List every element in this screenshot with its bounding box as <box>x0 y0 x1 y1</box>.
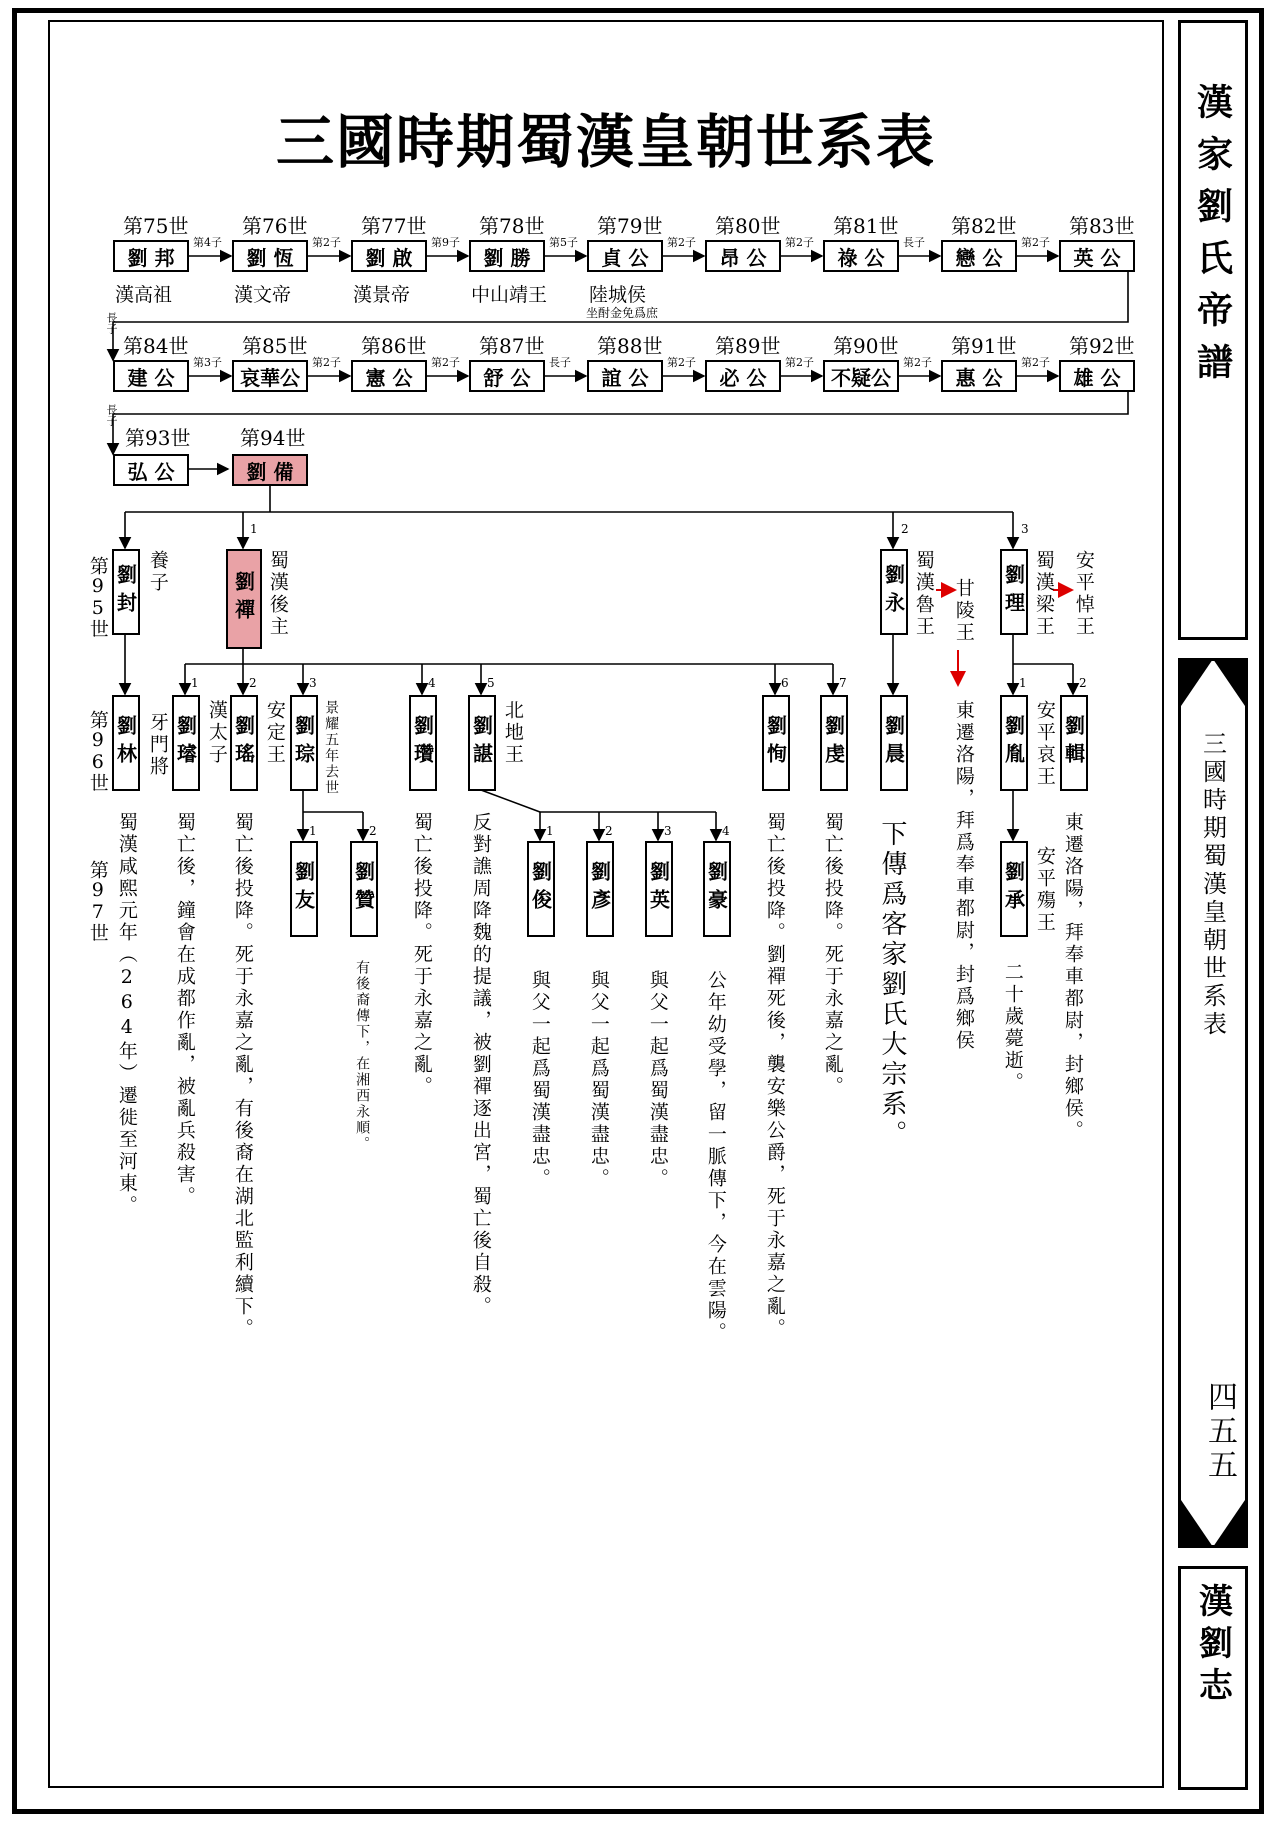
relation-label: 第2子 <box>1021 356 1050 369</box>
page-title: 三國時期蜀漢皇朝世系表 <box>275 108 936 176</box>
person-later-title: 安平悼王 <box>1072 550 1095 638</box>
person-box[interactable]: 劉恂 <box>762 695 790 791</box>
generation-label: 第82世 <box>951 214 1017 238</box>
generation-label: 第81世 <box>833 214 899 238</box>
person-note: 蜀亡後投降。死于永嘉之亂。 <box>821 812 844 1098</box>
relation-label: 第2子 <box>667 236 696 249</box>
person-box[interactable]: 劉瓚 <box>409 695 437 791</box>
generation-label: 第80世 <box>715 214 781 238</box>
person-box[interactable]: 劉諶 <box>468 695 496 791</box>
child-number: 6 <box>781 676 789 690</box>
child-number: 4 <box>722 824 730 838</box>
sidebar-chapter: 三國時期蜀漢皇朝世系表 四五五 <box>1178 658 1248 1548</box>
child-number: 3 <box>664 824 672 838</box>
child-number: 1 <box>1019 676 1027 690</box>
person-fate: 東遷洛陽，拜爲奉車都尉，封爲鄉侯 <box>952 700 975 1052</box>
person-title: 安定王 <box>263 700 286 766</box>
generation-label: 第90世 <box>833 334 899 358</box>
relation-label: 長子 <box>549 356 571 369</box>
child-number: 7 <box>839 676 847 690</box>
relation-label: 長子 <box>903 236 925 249</box>
person-box[interactable]: 戀 公 <box>941 240 1017 272</box>
child-number: 1 <box>546 824 554 838</box>
person-box[interactable]: 劉彥 <box>586 841 614 937</box>
person-note: 養子 <box>146 550 169 594</box>
generation-label: 第94世 <box>240 426 306 450</box>
child-number: 1 <box>250 522 258 536</box>
generation-label: 第86世 <box>361 334 427 358</box>
person-box[interactable]: 劉 勝 <box>469 240 545 272</box>
child-number: 3 <box>309 676 317 690</box>
person-box-liu-shan[interactable]: 劉禪 <box>226 549 262 649</box>
person-box[interactable]: 劉林 <box>112 695 140 791</box>
relation-label: 第2子 <box>312 356 341 369</box>
person-note: 蜀漢咸熙元年（264年）遷徙至河東。 <box>115 812 138 1217</box>
person-box[interactable]: 劉俊 <box>527 841 555 937</box>
generation-label: 第93世 <box>125 426 191 450</box>
generation-label: 第79世 <box>597 214 663 238</box>
child-number: 2 <box>605 824 613 838</box>
relation-label: 長子 <box>105 312 118 334</box>
person-note: 二十歲薨逝。 <box>1001 962 1024 1094</box>
child-number: 1 <box>191 676 199 690</box>
person-box[interactable]: 劉晨 <box>880 695 908 791</box>
generation-label: 第77世 <box>361 214 427 238</box>
person-title: 漢高祖 <box>115 284 173 306</box>
generation-label: 第83世 <box>1069 214 1135 238</box>
person-title: 陸城侯 <box>589 284 647 306</box>
person-box[interactable]: 劉承 <box>1000 841 1028 937</box>
person-later-title: 甘陵王 <box>952 578 975 644</box>
person-title: 景耀五年去世 <box>323 700 340 796</box>
generation-label: 第91世 <box>951 334 1017 358</box>
person-box[interactable]: 英 公 <box>1059 240 1135 272</box>
person-box[interactable]: 劉輯 <box>1060 695 1088 791</box>
person-box-liu-bei[interactable]: 劉 備 <box>232 454 308 486</box>
person-title: 漢太子 <box>205 700 228 766</box>
generation-label: 第87世 <box>479 334 545 358</box>
person-title: 漢文帝 <box>234 284 292 306</box>
person-title: 牙門將 <box>146 712 169 778</box>
person-box[interactable]: 雄 公 <box>1059 360 1135 392</box>
person-note: 蜀亡後投降。死于永嘉之亂，有後裔在湖北監利續下。 <box>231 812 254 1340</box>
child-number: 2 <box>369 824 377 838</box>
generation-label: 第75世 <box>123 214 189 238</box>
person-note: 東遷洛陽，拜奉車都尉，封鄉侯。 <box>1061 812 1084 1142</box>
person-title: 漢景帝 <box>353 284 411 306</box>
generation-label: 第84世 <box>123 334 189 358</box>
person-note: 與父一起爲蜀漢盡忠。 <box>646 970 669 1190</box>
relation-label: 第2子 <box>431 356 460 369</box>
person-note: 蜀亡後投降。劉禪死後，襲安樂公爵，死于永嘉之亂。 <box>763 812 786 1340</box>
person-box[interactable]: 劉永 <box>880 549 908 635</box>
person-note: 坐酎金免爲庶 <box>586 306 659 320</box>
person-title: 蜀漢魯王 <box>912 550 935 638</box>
person-box[interactable]: 不疑公 <box>823 360 899 392</box>
person-note: 與父一起爲蜀漢盡忠。 <box>587 970 610 1190</box>
generation-label: 第95世 <box>86 556 109 638</box>
person-box[interactable]: 昂 公 <box>705 240 781 272</box>
generation-label: 第88世 <box>597 334 663 358</box>
person-note: 有後裔傳下，在湘西永順。 <box>354 960 371 1152</box>
person-box[interactable]: 憲 公 <box>351 360 427 392</box>
relation-label: 第2子 <box>903 356 932 369</box>
person-box[interactable]: 劉璿 <box>172 695 200 791</box>
generation-label: 第97世 <box>86 860 109 942</box>
relation-label: 第3子 <box>193 356 222 369</box>
person-box[interactable]: 劉友 <box>290 841 318 937</box>
relation-label: 第2子 <box>1021 236 1050 249</box>
generation-label: 第76世 <box>242 214 308 238</box>
sidebar-book-title: 漢家劉氏帝譜 <box>1178 20 1248 640</box>
person-title: 中山靖王 <box>471 284 548 306</box>
person-box[interactable]: 哀華公 <box>232 360 308 392</box>
child-number: 4 <box>428 676 436 690</box>
relation-label: 第4子 <box>193 236 222 249</box>
generation-label: 第89世 <box>715 334 781 358</box>
generation-label: 第85世 <box>242 334 308 358</box>
sidebar-footer: 漢劉志 <box>1178 1566 1248 1790</box>
person-box[interactable]: 建 公 <box>113 360 189 392</box>
person-note: 與父一起爲蜀漢盡忠。 <box>528 970 551 1190</box>
child-number: 3 <box>1021 522 1029 536</box>
relation-label: 第2子 <box>785 356 814 369</box>
person-box[interactable]: 惠 公 <box>941 360 1017 392</box>
relation-label: 第9子 <box>431 236 460 249</box>
generation-label: 第92世 <box>1069 334 1135 358</box>
person-box[interactable]: 弘 公 <box>113 454 189 486</box>
relation-label: 第2子 <box>312 236 341 249</box>
person-box[interactable]: 劉豪 <box>703 841 731 937</box>
generation-label: 第96世 <box>86 710 109 792</box>
person-box[interactable]: 劉理 <box>1000 549 1028 635</box>
relation-label: 第2子 <box>785 236 814 249</box>
person-box[interactable]: 劉胤 <box>1000 695 1028 791</box>
person-box[interactable]: 祿 公 <box>823 240 899 272</box>
person-title: 安平殤王 <box>1033 846 1056 934</box>
person-box[interactable]: 劉 恆 <box>232 240 308 272</box>
generation-label: 第78世 <box>479 214 545 238</box>
relation-label: 第2子 <box>667 356 696 369</box>
person-note: 下傳爲客家劉氏大宗系。 <box>876 820 907 1150</box>
person-title: 蜀漢後主 <box>266 550 289 638</box>
person-box[interactable]: 誼 公 <box>587 360 663 392</box>
person-box[interactable]: 劉封 <box>112 549 140 635</box>
child-number: 2 <box>249 676 257 690</box>
person-box[interactable]: 劉虔 <box>820 695 848 791</box>
relation-label: 第5子 <box>549 236 578 249</box>
person-note: 公年幼受學，留一脈傳下，今在雲陽。 <box>704 970 727 1344</box>
person-box[interactable]: 劉贊 <box>350 841 378 937</box>
page-number: 四五五 <box>1202 1381 1237 1483</box>
person-box[interactable]: 舒 公 <box>469 360 545 392</box>
person-note: 反對譙周降魏的提議，被劉禪逐出宮，蜀亡後自殺。 <box>469 812 492 1318</box>
relation-label: 長子 <box>105 404 118 426</box>
person-title: 蜀漢梁王 <box>1032 550 1055 638</box>
person-box[interactable]: 劉 邦 <box>113 240 189 272</box>
child-number: 5 <box>487 676 495 690</box>
child-number: 2 <box>901 522 909 536</box>
person-note: 蜀亡後投降。死于永嘉之亂。 <box>410 812 433 1098</box>
child-number: 1 <box>309 824 317 838</box>
person-box[interactable]: 必 公 <box>705 360 781 392</box>
person-box[interactable]: 劉琮 <box>290 695 318 791</box>
person-box[interactable]: 劉英 <box>645 841 673 937</box>
person-title: 安平哀王 <box>1033 700 1056 788</box>
person-note: 蜀亡後，鐘會在成都作亂，被亂兵殺害。 <box>173 812 196 1208</box>
person-box[interactable]: 劉 啟 <box>351 240 427 272</box>
person-box[interactable]: 劉瑤 <box>230 695 258 791</box>
person-box[interactable]: 貞 公 <box>587 240 663 272</box>
child-number: 2 <box>1079 676 1087 690</box>
person-title: 北地王 <box>501 700 524 766</box>
